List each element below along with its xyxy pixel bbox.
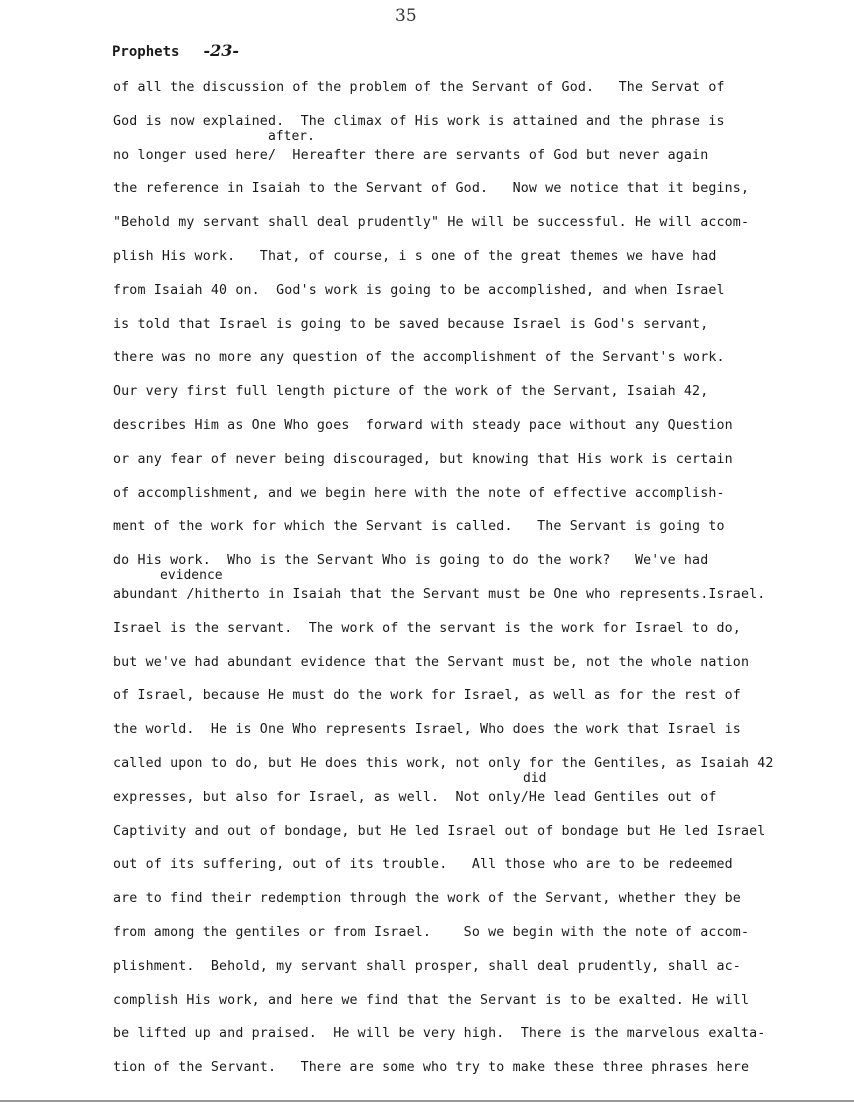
body-text [113,78,813,1092]
text-line: or any fear of never being discouraged, but knowing that His work is certain [113,451,733,467]
handwritten-insert: after. [268,129,315,144]
text-line: abundant /hitherto in Isaiah that the Servant must be One who represents.Israel. [113,586,766,602]
text-line: are to find their redemption through the work of the Servant, whether they be [113,891,741,907]
text-line: tion of the Servant. There are some who try to make these three phrases here [113,1060,750,1076]
page-header [112,41,239,60]
text-line: plishment. Behold, my servant shall prosper, shall deal prudently, shall ac- [113,958,741,974]
page-number: 35 [395,6,417,26]
text-line: of all the discussion of the problem of the Servant of God. The Servat of [113,80,725,95]
header-page-mark: -23- [203,41,239,60]
text-line: ment of the work for which the Servant is called. The Servant is going to [113,519,725,535]
text-line: describes Him as One Who goes forward with steady pace without any Question [113,417,733,433]
text-line: Captivity and out of bondage, but He led Israel out of bondage but He led Israel [113,823,766,839]
text-line: Israel is the servant. The work of the servant is the work for Israel to do, [113,620,741,636]
text-line: complish His work, and here we find that the Servant is to be exalted. He will [113,992,750,1008]
text-line: the reference in Isaiah to the Servant of God. Now we notice that it begins, [113,181,750,197]
bottom-rule [0,1100,854,1102]
text-line: of Israel, because He must do the work for Israel, as well as for the rest of [113,688,741,704]
text-line: called upon to do, but He does this work, not only for the Gentiles, as Isaiah 42 [113,755,774,771]
text-line: expresses, but also for Israel, as well. Not only/He lead Gentiles out of [113,789,717,805]
header-title: Prophets [112,44,180,60]
text-line: the world. He is One Who represents Israel, Who does the work that Israel is [113,722,741,738]
text-line: out of its suffering, out of its trouble. All those who are to be redeemed [113,857,733,873]
text-line: no longer used here/ Hereafter there are servants of God but never again [113,147,709,163]
text-line: but we've had abundant evidence that the Servant must be, not the whole nation [113,654,750,670]
text-line: Our very first full length picture of the work of the Servant, Isaiah 42, [113,384,709,400]
text-line: do His work. Who is the Servant Who is going to do the work? We've had [113,553,709,569]
text-line: be lifted up and praised. He will be very high. There is the marvelous exalta- [113,1026,766,1042]
text-line: "Behold my servant shall deal prudently" He will be successful. He will accom- [113,215,750,231]
text-line: is told that Israel is going to be saved because Israel is God's servant, [113,316,709,332]
text-line: of accomplishment, and we begin here with the note of effective accomplish- [113,485,725,501]
text-line: plish His work. That, of course, i s one of the great themes we have had [113,248,717,264]
handwritten-insert: evidence [160,568,223,583]
text-line: from among the gentiles or from Israel. So we begin with the note of accom- [113,924,750,940]
text-line: God is now explained. The climax of His work is attained and the phrase is [113,113,725,129]
text-line: there was no more any question of the accomplishment of the Servant's work. [113,350,725,366]
handwritten-insert: did [523,771,547,786]
text-line: from Isaiah 40 on. God's work is going to be accomplished, and when Israel [113,282,725,298]
